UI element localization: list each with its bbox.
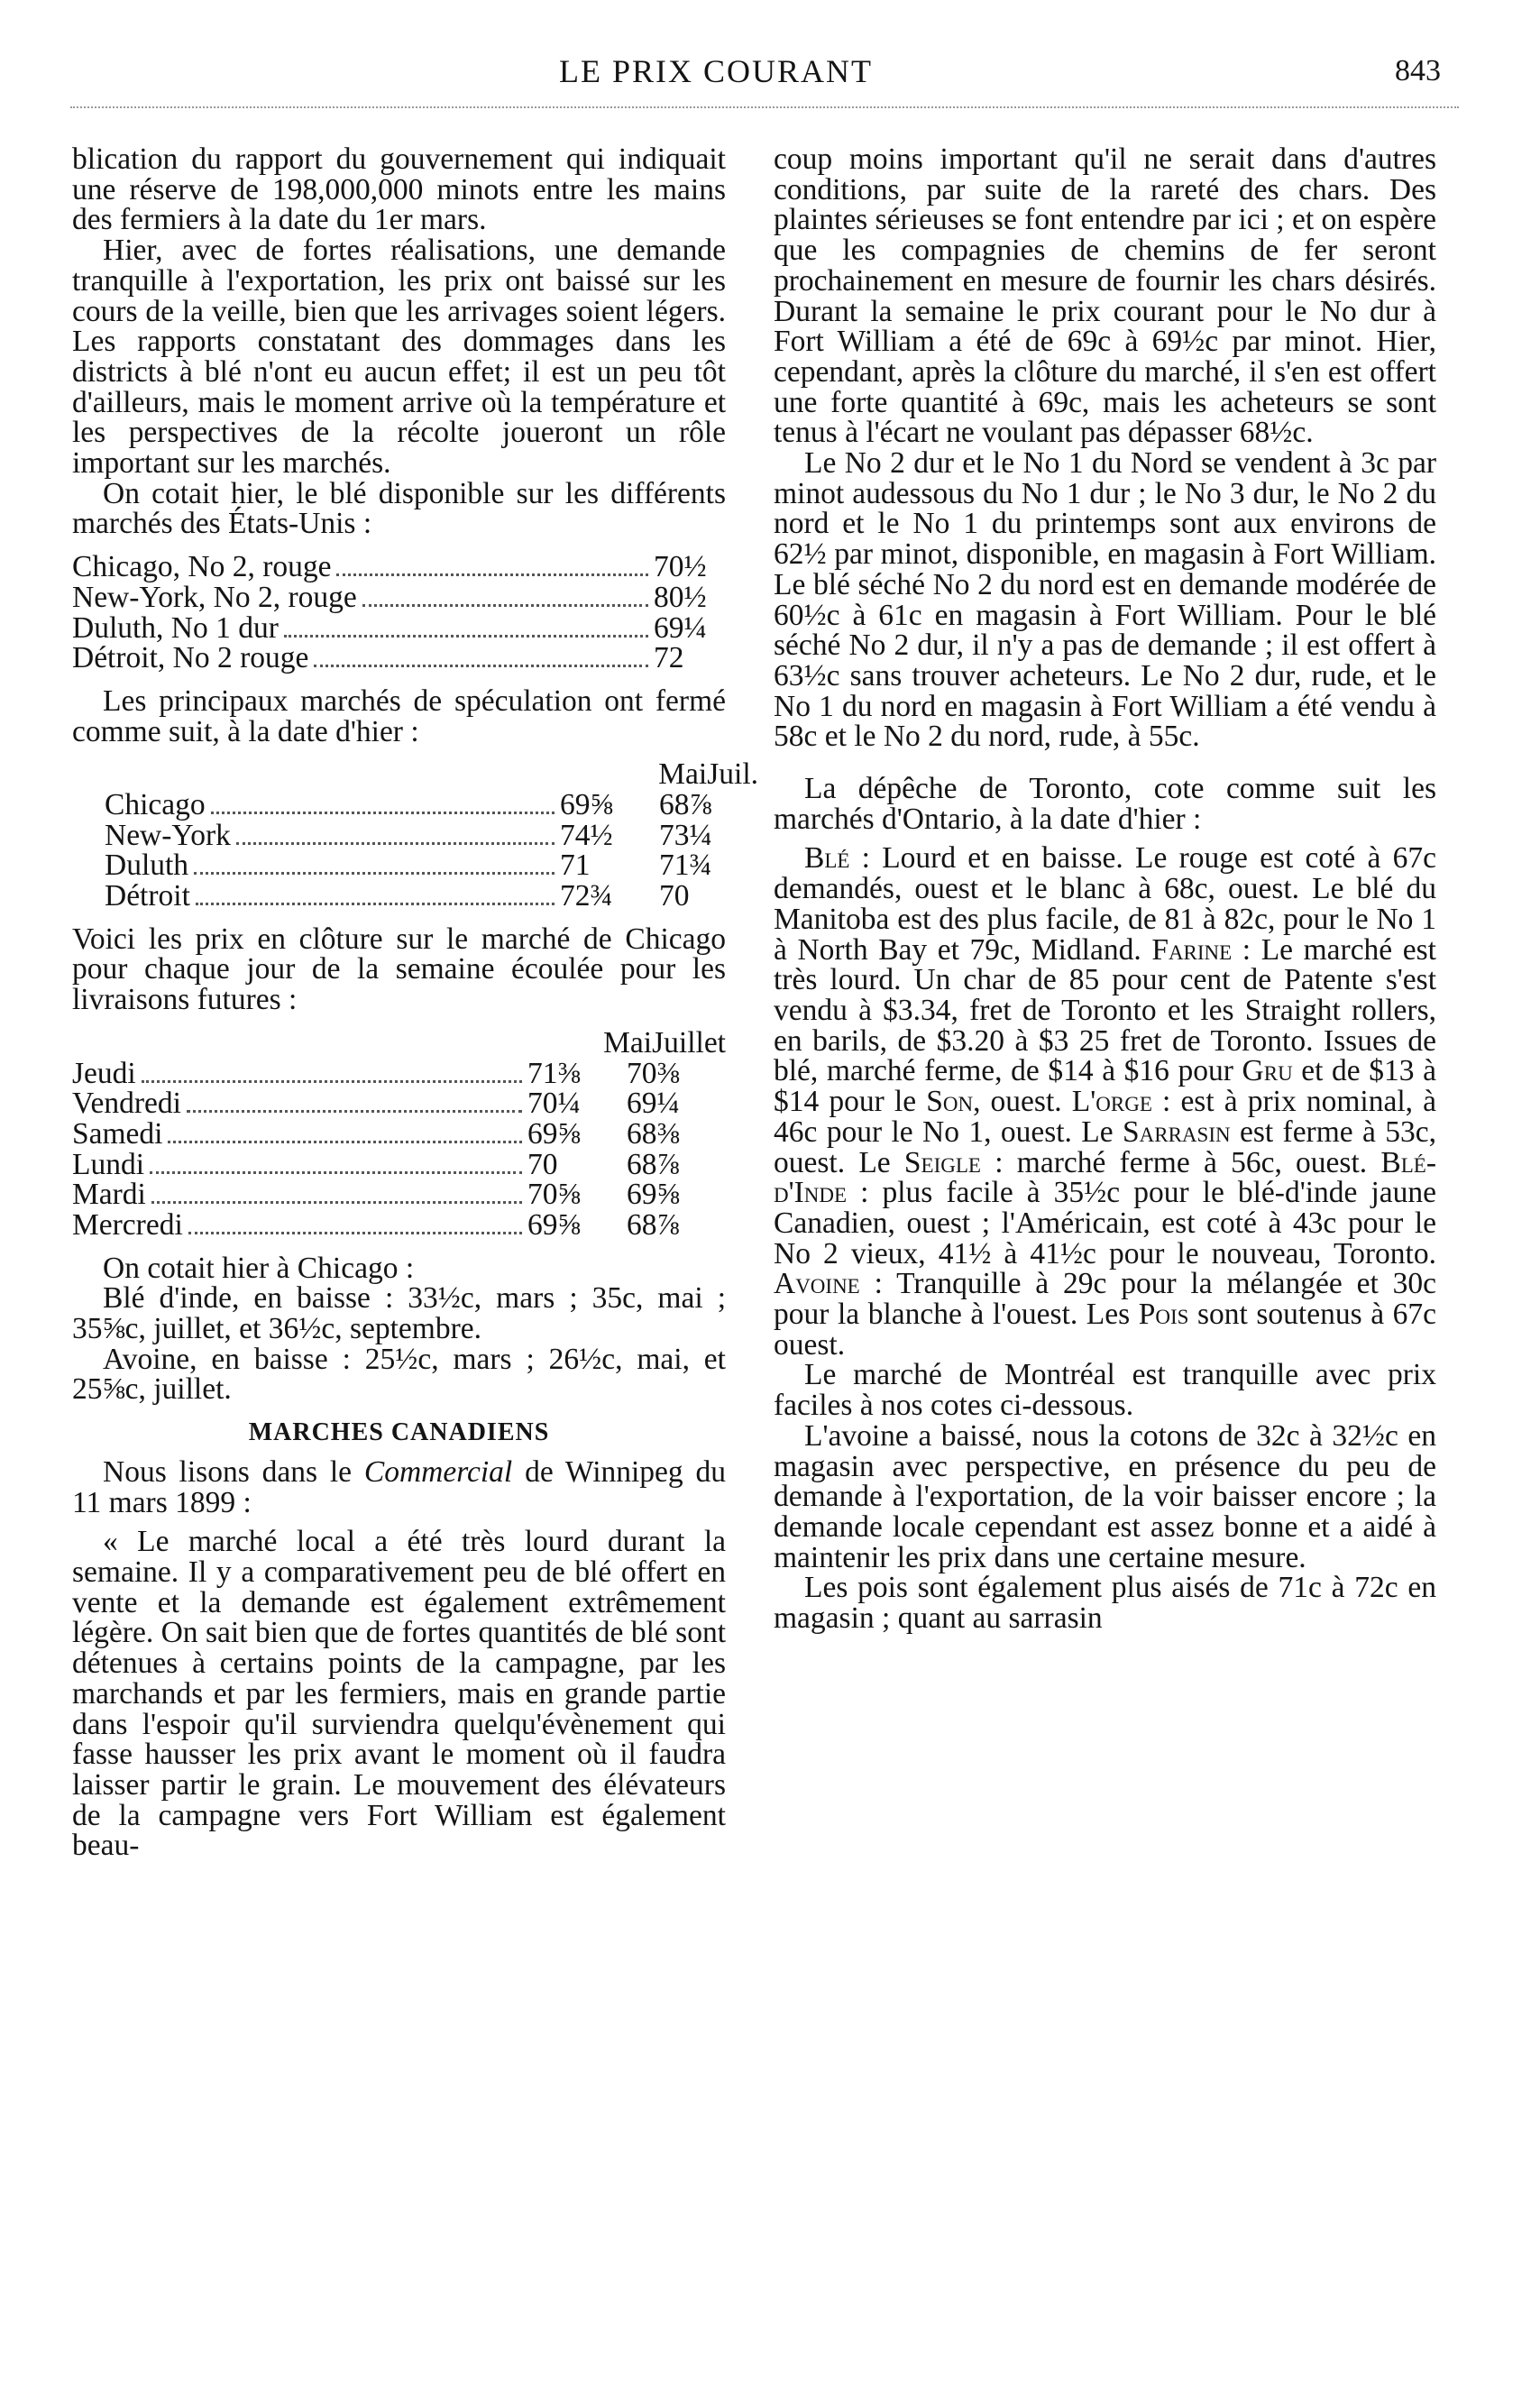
text-run: : Le marché est très lourd. Un char de 85 pour cent de Patente s'est vendu à $3.34, fret de Toronto et les Straight rollers, en barils, de $3.20 à $3 25 fret de Toronto. Issues de blé, marché ferme, de $14 à $16 pour xyxy=(774,932,1436,1088)
table-row xyxy=(105,787,758,821)
running-title: LE PRIX COURANT xyxy=(559,53,874,89)
price-value: 69¼ xyxy=(654,610,707,645)
table-row xyxy=(105,850,758,881)
july-price: 70 xyxy=(659,879,690,913)
table-row xyxy=(72,582,726,613)
table-row xyxy=(72,1147,726,1181)
july-price: 68⅞ xyxy=(659,787,712,821)
paragraph: On cotait hier, le blé disponible sur les différents marchés des États-Unis : xyxy=(72,476,726,541)
price-value: 72 xyxy=(654,641,684,675)
table-row xyxy=(72,1207,726,1242)
day-name: Lundi xyxy=(72,1149,145,1180)
day-name: Mercredi xyxy=(72,1209,183,1241)
header-rule xyxy=(70,106,1459,108)
may-price: 70⅝ xyxy=(527,1178,581,1212)
commodity-label: Pois xyxy=(1138,1298,1189,1332)
column-header: Juillet xyxy=(652,1025,726,1059)
paragraph xyxy=(72,1454,727,1519)
day-name: Vendredi xyxy=(72,1088,181,1120)
day-name: Samedi xyxy=(72,1118,163,1150)
paragraph: Les principaux marchés de spéculation ont fermé comme suit, à la date d'hier : xyxy=(72,683,726,748)
market-name: Détroit xyxy=(105,881,190,913)
may-price: 74½ xyxy=(560,818,613,852)
paragraph: L'avoine a baissé, nous la cotons de 32c à 32½c en magasin avec perspective, en présence du peu de demande à l'exportation, de la voir baisser encore ; la demande locale cependant est assez bonne et a aidé à maintenir les prix dans une certaine mesure. xyxy=(774,1418,1436,1574)
text-run: et de $13 à $14 pour le xyxy=(774,1054,1436,1119)
text-run: est ferme à 53c, ouest. Le xyxy=(774,1115,1436,1179)
market-name: New-York, No 2, rouge xyxy=(72,582,357,613)
may-price: 71 xyxy=(560,849,591,883)
table-row xyxy=(105,881,758,912)
commodity-label: Seigle xyxy=(903,1145,981,1179)
table-row xyxy=(72,610,726,645)
paragraph: Blé d'inde, en baisse : 33½c, mars ; 35c, mai ; 35⅝c, juillet, et 36½c, septembre. xyxy=(72,1281,726,1346)
july-price: 73¼ xyxy=(659,818,712,852)
may-price: 72¾ xyxy=(560,879,613,913)
market-name: Détroit, No 2 rouge xyxy=(72,643,309,674)
commodity-label: Avoine xyxy=(774,1267,860,1301)
text-run: : Tranquille à 29c pour la mélangée et 30c pour la blanche à l'ouest. Les xyxy=(774,1267,1436,1332)
table-row xyxy=(72,1116,726,1151)
text-run: : Lourd et en baisse. Le rouge est coté à 67c demandés, ouest et le blanc à 68c, ouest. Le blé du Manitoba est des plus facile, de 81 à 82c, pour le No 1 à North Bay et 79c, Midland. xyxy=(774,841,1436,967)
market-name: Chicago xyxy=(105,789,206,821)
paragraph: coup moins important qu'il ne serait dans d'autres conditions, par suite de la rareté des chars. Des plaintes sérieuses se font entendre par ici ; et on espère que les compagnies de chemins de fer seront prochainement en mesure de fournir les chars désirés. Durant la semaine le prix courant pour le No dur à Fort William a été de 69c à 69½c par minot. Hier, cependant, après la clôture du marché, il s'en est offert une forte quantité à 69c, mais les acheteurs se sont tenus à l'écart ne voulant pas dépasser 68½c. xyxy=(774,142,1436,450)
table-header xyxy=(72,1025,726,1059)
page-header xyxy=(0,52,1540,106)
july-price: 69⅝ xyxy=(627,1178,680,1212)
may-price: 70 xyxy=(527,1147,558,1181)
column-header: Juil. xyxy=(707,757,758,792)
may-price: 69⅝ xyxy=(560,787,613,821)
text-run: sont soutenus à 67c ouest. xyxy=(774,1298,1436,1362)
toronto-report xyxy=(774,843,1436,1360)
paragraph: Le No 2 dur et le No 1 du Nord se vendent à 3c par minot audessous du No 1 dur ; le No 3 dur, le No 2 du nord et le No 1 du printemps sont aux environs de 62½ par minot, disponible, en magasin à Fort William. Le blé séché No 2 du nord est en demande modérée de 60½c à 61c en magasin à Fort William. Pour le blé séché No 2 dur, il n'y a pas de demande ; il est offert à 63½c sans trouver acheteurs. Le No 2 dur, rude, et le No 1 du nord en magasin à Fort William a été vendu à 58c et le No 2 du nord, rude, à 55c. xyxy=(774,446,1436,754)
speculation-table xyxy=(72,759,758,911)
paragraph: Hier, avec de fortes réalisations, une demande tranquille à l'exportation, les prix ont baissé sur les cours de la veille, bien que les arrivages soient légers. Les rapports constatant des dommages dans les districts à blé n'ont eu aucun effet; il est un peu tôt d'ailleurs, mais le moment arrive où la température et les perspectives de la récolte joueront un rôle important sur les marchés. xyxy=(72,234,726,481)
text-run: , ouest. xyxy=(973,1085,1072,1119)
text-run: de Winnipeg du 11 mars 1899 : xyxy=(72,1454,727,1519)
text-run: Nous lisons dans le xyxy=(103,1454,364,1489)
commodity-label: Farine xyxy=(1151,932,1233,967)
july-price: 69¼ xyxy=(627,1087,680,1121)
market-name: New-York xyxy=(105,820,231,851)
paragraph: Avoine, en baisse : 25½c, mars ; 26½c, mai, et 25⅝c, juillet. xyxy=(72,1342,726,1407)
may-price: 70¼ xyxy=(527,1087,581,1121)
paragraph: La dépêche de Toronto, cote comme suit les marchés d'Ontario, à la date d'hier : xyxy=(774,772,1436,836)
paragraph: Les pois sont également plus aisés de 71c à 72c en magasin ; quant au sarrasin xyxy=(774,1571,1436,1636)
page-number: 843 xyxy=(1395,54,1441,87)
commodity-label: Son xyxy=(926,1085,974,1119)
paragraph: Voici les prix en clôture sur le marché de Chicago pour chaque jour de la semaine écoulée pour les livraisons futures : xyxy=(72,922,726,1017)
commodity-label: Blé-d'Inde xyxy=(774,1145,1437,1210)
publication-title: Commercial xyxy=(363,1454,513,1489)
section-heading: MARCHES CANADIENS xyxy=(248,1418,550,1447)
text-run: : plus facile à 35½c pour le blé-d'inde jaune Canadien, ouest ; l'Américain, est coté à 43c pour le No 2 vieux, 41½ à 41½c pour le nouveau, Toronto. xyxy=(774,1176,1436,1270)
table-row xyxy=(105,818,758,852)
day-name: Mardi xyxy=(72,1179,146,1211)
table-row xyxy=(72,643,726,674)
column-header: Mai xyxy=(603,1025,653,1059)
text-run: : est à prix nominal, à 46c pour le No 1, ouest. Le xyxy=(774,1085,1437,1149)
table-header xyxy=(105,759,758,790)
commodity-label: Blé xyxy=(804,841,850,876)
table-row xyxy=(72,1088,726,1119)
paragraph: blication du rapport du gouvernement qui indiquait une réserve de 198,000,000 minots entre les mains des fermiers à la date du 1er mars. xyxy=(72,142,726,237)
july-price: 70⅜ xyxy=(627,1056,680,1090)
price-value: 80½ xyxy=(654,580,707,614)
text-run: : marché ferme à 56c, ouest. xyxy=(980,1145,1381,1179)
may-price: 71⅜ xyxy=(527,1056,581,1090)
spot-price-table xyxy=(72,552,726,674)
july-price: 68⅜ xyxy=(627,1116,680,1151)
weekly-close-table xyxy=(72,1025,726,1242)
july-price: 71¾ xyxy=(659,849,712,883)
price-value: 70½ xyxy=(654,550,707,584)
day-name: Jeudi xyxy=(72,1058,136,1089)
july-price: 68⅞ xyxy=(627,1207,680,1242)
commodity-label: Gru xyxy=(1242,1054,1293,1088)
left-column xyxy=(72,142,758,1863)
paragraph: Le marché de Montréal est tranquille avec prix faciles à nos cotes ci-dessous. xyxy=(774,1358,1436,1423)
table-row xyxy=(72,552,726,582)
commodity-label: Sarrasin xyxy=(1123,1115,1231,1149)
paragraph: On cotait hier à Chicago : xyxy=(103,1251,415,1285)
right-column xyxy=(774,144,1436,1634)
table-row xyxy=(72,1179,726,1210)
commodity-label: L'orge xyxy=(1071,1085,1152,1119)
paragraph: « Le marché local a été très lourd durant la semaine. Il y a comparativement peu de blé offert en vente et la demande est également extrêmement légère. On sait bien que de fortes quantités de blé sont détenues à certains points de la campagne, par les marchands et par les fermiers, mais en grande partie dans l'espoir qu'il surviendra quelqu'évènement qui fasse hausser les prix avant le moment où il faudra laisser partir le grain. Le mouvement des élévateurs de la campagne vers Fort William est également beau- xyxy=(72,1525,726,1863)
may-price: 69⅝ xyxy=(527,1207,581,1242)
table-row xyxy=(72,1056,726,1090)
market-name: Duluth, No 1 dur xyxy=(72,612,279,644)
market-name: Chicago, No 2, rouge xyxy=(72,552,332,583)
may-price: 69⅝ xyxy=(527,1116,581,1151)
july-price: 68⅞ xyxy=(627,1147,680,1181)
market-name: Duluth xyxy=(105,850,189,882)
column-header: Mai xyxy=(658,757,708,792)
